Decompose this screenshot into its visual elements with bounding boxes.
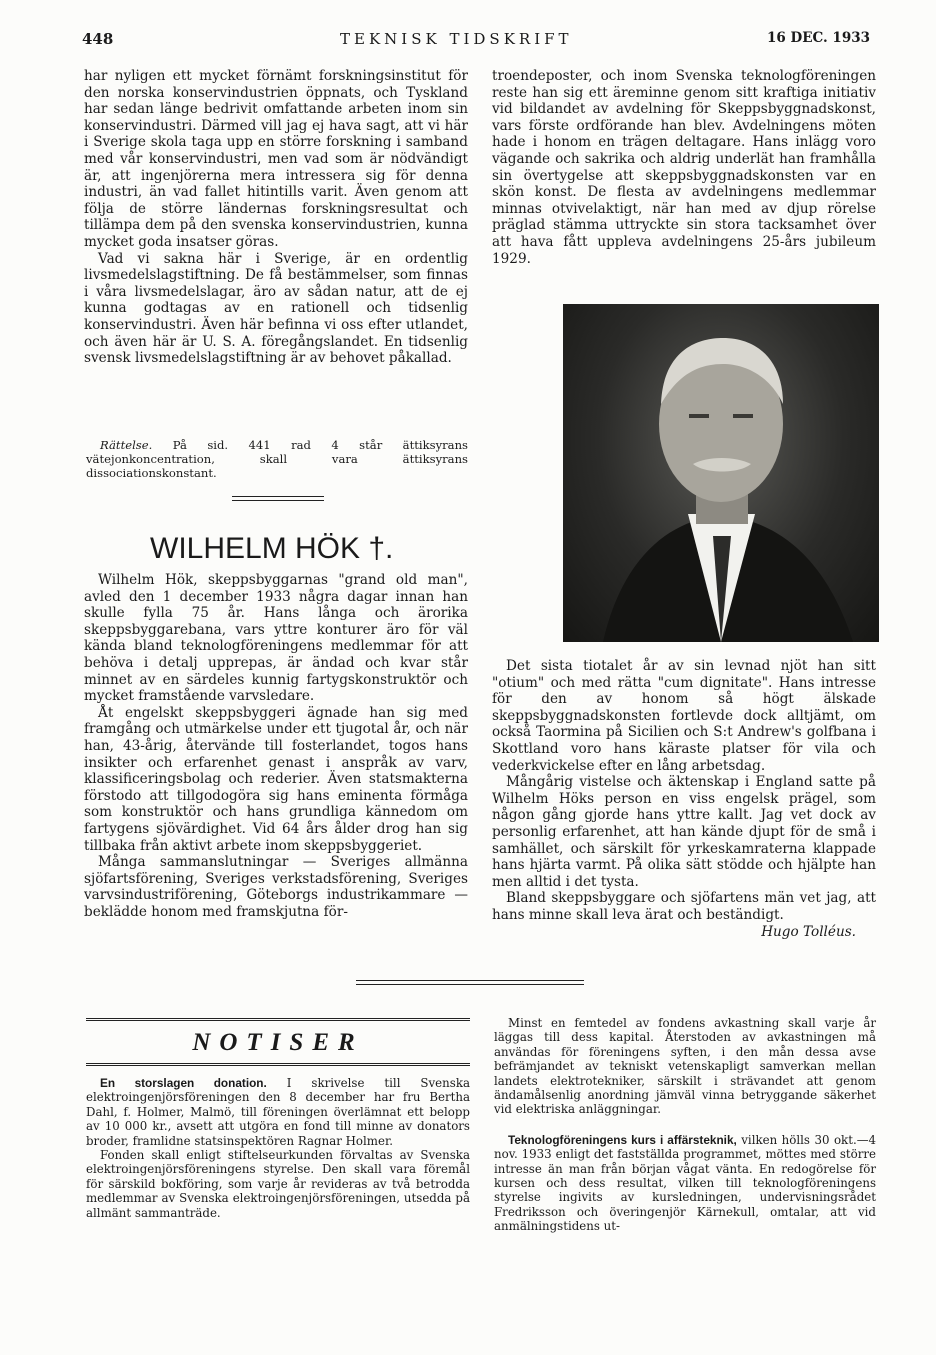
obituary-paragraph: Det sista tiotalet år av sin levnad njöt han sitt "otium" och med rätta "cum dignitate". Hans intresse för den av honom så högt älskade skeppsbyggnadskonsten fortlevde dock alltjämt, om också Taormina på Sicilien och S:t Andrew's golfbana i Skottland voro hans käraste platser för vila och vederkvickelse efter en lång arbetsdag.: [492, 658, 876, 774]
portrait-photo: [563, 304, 879, 642]
obituary-paragraph: Åt engelskt skeppsbyggeri ägnade han sig med framgång och utmärkelse under ett tjugotal år, och när han, 43-årig, återvände till fosterlandet, togos hans insikter och erfarenhet genast i anspråk av varv, klassificeringsbolag och rederier. Även statsmakterna förstodo att tillgodogöra sig hans eminenta förmåga som konstruktör och hans grundliga kännedom om fartygens sjövärdighet. Vid 64 års ålder drog han sig tillbaka från aktivt arbete inom skeppsbyggeriet.: [84, 704, 468, 854]
article-paragraph: Vad vi sakna här i Sverige, är en ordentlig livsmedelslagstiftning. De få bestämmelser, som finnas i våra livsmedelslagar, äro av sådan natur, att de ej kunna godtagas av en rationell och tidsenlig konservindustri. Även här befinna vi oss efter utlandet, och även här är U. S. A. föregångslandet. En tidsenlig svensk livsmedelslagstiftning är av behovet påkallad.: [84, 250, 468, 367]
divider: [232, 496, 324, 497]
correction-note: [86, 438, 468, 481]
section-divider: [356, 984, 584, 985]
donation-headline: En storslagen donation.: [100, 1076, 267, 1090]
donation-paragraph: Fonden skall enligt stiftelseurkunden förvaltas av Svenska elektroingenjörsföreningens styrelse. Den skall vara föremål för särskild bokföring, som varje år revideras av två betrodda medlemmar av Svenska elektroingenjörsföreningen, utsedda på allmänt sammanträde.: [86, 1148, 470, 1220]
donation-text: I skrivelse till Svenska elektroingenjörsföreningen den 8 december har fru Bertha Dahl, f. Holmer, Malmö, till föreningen överlämnat ett belopp av 10 000 kr., avsett att utgöra en fond till minne av donators broder, framlidne statsinspektören Ragnar Holmer.: [86, 1076, 470, 1148]
obituary-title: WILHELM HÖK †.: [150, 532, 394, 565]
obituary-right-bottom: [492, 658, 876, 940]
section-divider: [356, 980, 584, 981]
obituary-paragraph: troendeposter, och inom Svenska teknologföreningen reste han sig ett äreminne genom sitt kraftiga initiativ vid bildandet av avdelning för Skeppsbyggnadskonst, vars förste ordförande han blev. Avdelningens möten hade i honom en trägen deltagare. Hans inlägg voro vägande och sakrika och aldrig underlät han framhålla sin övertygelse att skeppsbyggnadskonsten var en skön konst. De flesta av avdelningens medlemmar minnas otvivelaktigt, när han med av djup rörelse präglad stämma uttryckte sin stora tacksamhet över att hava fått uppleva avdelningens 25-års jubileum 1929.: [492, 68, 876, 267]
obituary-paragraph: Många sammanslutningar — Sveriges allmänna sjöfartsförening, Sveriges verkstadsförening, Sveriges varvsindustriförening, Göteborgs industrikammare — beklädde honom med framskjutna för-: [84, 854, 468, 920]
correction-text: På sid. 441 rad 4 står ättiksyrans vätejonkoncentration, skall vara ättiksyrans dissociationskonstant.: [86, 438, 469, 481]
obituary-right-top: [492, 68, 876, 267]
course-text: vilken hölls 30 okt.—4 nov. 1933 enligt det fastställda programmet, möttes med större intresse än man från början vågat vänta. En redogörelse för kursen och dess resultat, vilken till teknologföreningens styrelse ingivits av kursledningen, undervisningsrådet Fredriksson och överingenjör Kärnekull, omtalar, att vid anmälningstidens ut-: [494, 1132, 876, 1234]
notiser-heading: NOTISER: [192, 1029, 364, 1056]
notiser-left-column: [86, 1076, 470, 1220]
correction-label: Rättelse.: [100, 438, 153, 452]
obituary-signature: Hugo Tolléus.: [761, 923, 856, 940]
page-number: 448: [82, 30, 114, 48]
notiser-right-column: [494, 1016, 876, 1234]
article-paragraph: har nyligen ett mycket förnämt forskningsinstitut för den norska konservindustrien öppnats, och Tyskland har sedan länge bedrivit omfattande arbeten inom sin konservindustri. Därmed vill jag ej hava sagt, att vi här i Sverige skola taga upp en större forskning i samband med vår konservindustri, men vad som är nödvändigt är, att ingenjörerna mera intressera sig för denna industri, än vad fallet hitintills varit. Även genom att följa de större ländernas forskningsresultat och tillämpa dem på den svenska konservindustrien, kunna mycket goda insatser göras.: [84, 68, 468, 250]
donation-paragraph: Minst en femtedel av fondens avkastning skall varje år läggas till dess kapital. Återstoden av avkastningen må användas för föreningens syften, i den mån dessa avse befrämjandet av tekniskt vetenskapligt samverkan mellan landets elektrotekniker, särskilt i strävandet att genom ändamålsenlig anordning jämväl vinna betryggande säkerhet vid elektriska anläggningar.: [494, 1016, 876, 1117]
course-headline: Teknologföreningens kurs i affärsteknik,: [508, 1132, 737, 1147]
issue-date: 16 DEC. 1933: [767, 30, 870, 46]
obituary-paragraph: Bland skeppsbyggare och sjöfartens män vet jag, att hans minne skall leva ärat och beständigt.: [492, 890, 876, 923]
obituary-paragraph: Mångårig vistelse och äktenskap i England satte på Wilhelm Höks person en viss engelsk prägel, som någon gång gjorde hans yttre kallt. Jag vet dock av personlig erfarenhet, att han kände djupt för de små i samhället, och särskilt för yrkeskamraterna klappade hans hjärta varmt. På olika sätt stödde och hjälpte han men alltid i det tysta.: [492, 774, 876, 890]
obituary-left-column: [84, 572, 468, 920]
journal-title: TEKNISK TIDSKRIFT: [340, 30, 573, 48]
obituary-paragraph: Wilhelm Hök, skeppsbyggarnas "grand old man", avled den 1 december 1933 några dagar innan han skulle fylla 75 år. Hans långa och ärorika skeppsbyggarebana, vars yttre konturer äro för väl kända bland teknologföreningens medlemmar för att behöva i detalj upprepas, är ändad och kvar står minnet av en särdeles kunnig fartygskonstruktör och mycket framstående varvsledare.: [84, 572, 468, 705]
notiser-heading-box: [86, 1018, 470, 1066]
divider: [232, 500, 324, 501]
left-column-article-end: [84, 68, 468, 367]
